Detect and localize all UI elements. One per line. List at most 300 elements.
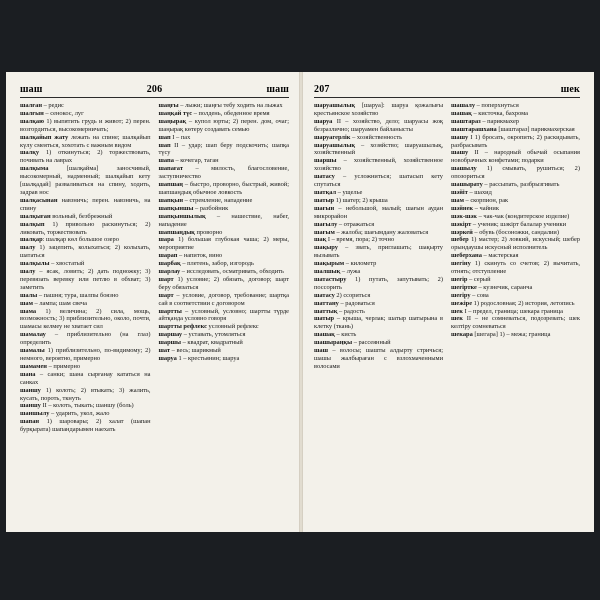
entry-definition: II – народный обычай осыпания новобрачных конфетами; подарки: [451, 149, 580, 165]
entry-headword: шалқып: [20, 220, 45, 228]
entry-definition: вольный, безбрежный: [50, 212, 113, 220]
entry-definition: – хозяйственный, хозяйственное хозяйство: [314, 157, 443, 173]
entry-headword: шақырым: [314, 260, 345, 268]
dictionary-entry: [20, 165, 151, 197]
entry-definition: – хозяйство; шаруашылық, хозяйственный: [314, 141, 443, 157]
entry-headword: шатастыру: [314, 275, 347, 283]
entry-headword: шек: [451, 307, 463, 315]
entry-definition: 1) привольно раскинуться; 2) ликовать, торжествовать: [20, 220, 151, 236]
entry-definition: – квадрат, квадратный: [181, 339, 243, 347]
dictionary-entry: [159, 347, 290, 355]
entry-headword: шәйнек: [451, 204, 474, 212]
entry-headword: шатасу: [314, 291, 335, 299]
entry-headword: шаншу: [20, 402, 41, 410]
entry-definition: – нашествие, набег, нападение: [158, 212, 289, 228]
entry-headword: шаршы: [158, 339, 182, 347]
entry-definition: – полдень, обеденное время: [192, 109, 270, 117]
entry-definition: – плетень, забор, изгородь: [180, 260, 254, 268]
dictionary-entry: [451, 284, 580, 292]
entry-definition: – скорпион, рак: [463, 196, 509, 204]
entry-headword: шатыр: [314, 196, 335, 204]
dictionary-entry: [20, 402, 151, 410]
entry-headword: шам: [451, 196, 464, 204]
dictionary-entry: [314, 300, 443, 308]
dictionary-entry: [159, 197, 290, 205]
entry-headword: шапшаң: [158, 181, 183, 189]
entry-definition: 1) путать, запутывать; 2) поссорить: [314, 275, 443, 291]
dictionary-entry: [451, 276, 580, 284]
entry-headword: шебер: [451, 236, 469, 244]
entry-headword: шашырату: [451, 181, 483, 189]
entry-definition: : шалқар көл большое озеро: [42, 236, 119, 244]
dictionary-entry: [159, 355, 290, 363]
dictionary-entry: [314, 197, 443, 205]
dictionary-entry: [159, 213, 290, 229]
entry-definition: [шаштараз] парикмахерская: [496, 125, 575, 133]
dictionary-entry: [159, 102, 290, 110]
entry-definition: 1) выпятить грудь и живот; 2) перен. возгордиться, высокомерничать;: [20, 117, 151, 133]
entry-headword: шаруа: [314, 117, 333, 125]
entry-definition: – обувь (босоножки, сандалии): [472, 228, 559, 236]
entry-headword: шақ: [314, 236, 327, 244]
entry-headword: шапқыншы: [158, 204, 194, 212]
entry-headword: шап: [158, 133, 171, 141]
dictionary-entry: [451, 165, 580, 181]
dictionary-entry: [451, 229, 580, 237]
left-column-2: [159, 102, 290, 434]
entry-definition: – небольшой, малый; шағын аудан микрорайон: [314, 204, 443, 220]
entry-headword: шаштарашхана: [451, 125, 497, 133]
dictionary-entry: [159, 276, 290, 292]
entry-definition: – рассеянный: [352, 339, 391, 347]
entry-definition: – быстро, проворно, быстрый, живой; шапшаңдық обычное ловкость: [158, 181, 289, 196]
entry-definition: – звать, приглашать; шақырту вызывать: [314, 244, 443, 260]
entry-headword: шаңқай түс: [158, 109, 193, 117]
entry-definition: – санки; шана сырғанау кататься на санках: [20, 370, 151, 386]
entry-headword: шамалы: [20, 347, 45, 355]
entry-headword: шеберхана: [451, 252, 482, 260]
entry-definition: 1) приблизительно, по-видимому; 2) немного, вероятно, примерно: [20, 347, 151, 362]
entry-headword: шаршау: [158, 331, 183, 339]
entry-headword: шапшаңдық: [158, 228, 195, 236]
dictionary-entry: [20, 260, 151, 268]
entry-definition: II – хозяйство, дело; шаруасы жоқ безразлично; шаруамен байланысты: [314, 117, 443, 133]
entry-headword: шаңырақ: [158, 117, 187, 125]
dictionary-entry: [451, 292, 580, 300]
dictionary-entry: [451, 331, 580, 339]
entry-headword: шәкірт: [451, 220, 472, 228]
dictionary-entry: [451, 221, 580, 229]
entry-definition: – кузнечик, саранча: [476, 283, 533, 291]
dictionary-entry: [20, 213, 151, 221]
entry-headword: шежіре: [451, 299, 473, 307]
dictionary-entry: [451, 181, 580, 189]
entry-definition: [шалқайма] заносчивый, высокомерный, надменный; шалқайып кету [шалқадай] разваливаться на спину, ходить, задрав нос: [20, 165, 151, 196]
entry-headword: шашу: [451, 149, 469, 157]
entry-definition: 2) ссориться: [334, 291, 371, 299]
entry-definition: – километр: [344, 260, 377, 268]
entry-headword: шашақ: [314, 331, 335, 339]
entry-definition: – рассыпать, разбрызгивать: [482, 181, 560, 189]
entry-definition: условный рефлекс: [206, 323, 259, 331]
entry-headword: шекара: [451, 331, 473, 339]
entry-headword: шашылу: [451, 165, 477, 173]
dictionary-entry: [159, 134, 290, 142]
dictionary-entry: [314, 157, 443, 173]
dictionary-entry: [20, 134, 151, 150]
entry-headword: шара: [158, 236, 174, 244]
entry-definition: – приблизительно (на глаз) определить: [20, 331, 151, 347]
dictionary-entry: [451, 205, 580, 213]
entry-headword: шалқайып жату: [20, 133, 69, 141]
entry-definition: – радоваться: [338, 299, 375, 307]
entry-definition: – шахид: [467, 188, 492, 196]
dictionary-entry: [314, 308, 443, 316]
entry-headword: шаттық: [314, 307, 338, 315]
entry-headword: шалу: [20, 268, 36, 276]
entry-definition: – условие, договор, требование; шартқа сай в соответствии с договором: [158, 291, 289, 307]
entry-definition: – хвостатый: [49, 260, 85, 268]
right-page-number: 207: [314, 84, 330, 95]
entry-headword: шалқу: [20, 149, 40, 157]
entry-definition: – милость, благословение, заступничество: [158, 165, 289, 181]
entry-headword: шана: [20, 370, 36, 378]
dictionary-entry: [20, 410, 151, 418]
entry-definition: 1) условие; 2) обязать, договор; шарт беру обязаться: [158, 275, 289, 291]
entry-headword: шашалу: [451, 102, 476, 109]
dictionary-entry: [159, 236, 290, 252]
entry-definition: – редис: [42, 102, 64, 109]
right-page-columns: [314, 102, 580, 371]
dictionary-entry: [20, 268, 151, 292]
dictionary-entry: [314, 205, 443, 221]
dictionary-entry: [451, 126, 580, 134]
entry-headword: шартты: [158, 307, 182, 315]
dictionary-entry: [451, 260, 580, 276]
left-column-1: [20, 102, 151, 434]
entry-definition: – лыжи; шаңғы тебу ходить на лыжах: [178, 102, 283, 109]
entry-definition: – волосы; шашты алдырту стричься; шашы жалбыраған с взлохмаченными волосами: [314, 347, 443, 370]
entry-definition: I – пах: [170, 133, 191, 141]
dictionary-entry: [159, 308, 290, 324]
entry-definition: 1 – крестьянин; шаруа: [176, 355, 240, 362]
entry-headword: шарт: [158, 275, 174, 283]
dictionary-entry: [20, 292, 151, 300]
entry-definition: 1) смывать, рушиться; 2) опозориться: [451, 165, 580, 181]
dictionary-entry: [314, 189, 443, 197]
entry-headword: шаншу: [20, 386, 41, 394]
entry-headword: шаруа: [158, 355, 177, 362]
entry-definition: – парикмахер: [480, 117, 519, 125]
entry-headword: шам: [20, 299, 33, 307]
entry-headword: шалшық: [314, 268, 341, 276]
entry-definition: 1) шаровары; 2) халат (шапан бурқырата) шапандарымен наехать: [20, 418, 151, 434]
dictionary-entry: [451, 189, 580, 197]
entry-definition: I – время, пора; 2) точно: [326, 236, 395, 244]
dictionary-entry: [159, 292, 290, 308]
dictionary-entry: [314, 260, 443, 268]
dictionary-entry: [314, 221, 443, 229]
dictionary-entry: [451, 149, 580, 165]
right-header-word: шек: [560, 84, 580, 95]
entry-definition: – условный, условно; шартты түрде айтқанда условно говоря: [158, 307, 289, 323]
dictionary-entry: [314, 244, 443, 260]
dictionary-entry: [20, 236, 151, 244]
entry-headword: шапа: [158, 157, 174, 165]
entry-definition: 1) мастер; 2) ловкий, искусный; шебер орындаушы искусный исполнитель: [451, 236, 580, 252]
dictionary-entry: [451, 110, 580, 118]
entry-headword: шартты рефлекс: [158, 323, 207, 331]
entry-headword: шапағат: [158, 165, 183, 173]
entry-definition: – кисть: [334, 331, 357, 339]
dictionary-entry: [314, 102, 443, 118]
entry-definition: – купол юрты; 2) перен. дом, очаг; шаңырақ көтеру создавать семью: [158, 117, 289, 133]
dictionary-entry: [314, 118, 443, 134]
entry-definition: II – колоть, тыкать; шаншу (боль): [40, 402, 134, 410]
entry-headword: шалы: [20, 291, 38, 299]
entry-headword: шеғір: [451, 275, 468, 283]
entry-headword: шалған: [20, 102, 43, 109]
book-spine: [299, 72, 303, 532]
entry-definition: – напиток, вино: [177, 252, 223, 260]
dictionary-entry: [20, 300, 151, 308]
entry-headword: шеғіртке: [451, 283, 477, 291]
entry-definition: 1) шатер; 2) крыша: [334, 196, 388, 204]
dictionary-entry: [20, 387, 151, 403]
dictionary-entry: [20, 371, 151, 387]
entry-headword: шалу: [20, 244, 36, 252]
entry-definition: – ученик; шәкірт балалар ученики: [471, 220, 567, 228]
dictionary-entry: [159, 181, 290, 197]
dictionary-entry: [451, 197, 580, 205]
entry-definition: – уставать, утомляться: [182, 331, 246, 339]
dictionary-entry: [159, 339, 290, 347]
dictionary-entry: [314, 173, 443, 189]
right-column-2: [451, 102, 580, 371]
dictionary-entry: [159, 142, 290, 158]
entry-headword: шалқар: [20, 236, 43, 244]
entry-headword: шамалау: [20, 331, 46, 339]
entry-headword: шап: [158, 141, 171, 149]
dictionary-entry: [159, 157, 290, 165]
dictionary-entry: [159, 331, 290, 339]
entry-headword: шағылу: [314, 220, 338, 228]
entry-definition: – кисточка, бахрома: [471, 109, 529, 117]
entry-headword: шақыру: [314, 244, 338, 252]
left-page: [6, 72, 300, 532]
dictionary-entry: [159, 205, 290, 213]
left-header-word: шаш: [20, 84, 43, 95]
entry-definition: – ущелье: [336, 188, 363, 196]
dictionary-entry: [20, 363, 151, 371]
dictionary-entry: [451, 118, 580, 126]
entry-headword: шағын: [314, 204, 335, 212]
entry-headword: шашу: [451, 133, 469, 141]
entry-definition: проворно: [194, 228, 223, 236]
right-page-header: [314, 84, 580, 98]
entry-headword: шапқын: [158, 196, 184, 204]
entry-headword: шегіну: [451, 260, 471, 268]
entry-definition: – ясак, ловить; 2) дать подножку; 3) перевязать веревку или петлю в обхват; 3) заметить: [20, 268, 151, 291]
dictionary-entry: [314, 268, 443, 276]
entry-headword: шаңғы: [158, 102, 179, 109]
dictionary-entry: [159, 260, 290, 268]
entry-definition: – лужа: [340, 268, 361, 276]
entry-definition: – исследовать, осматривать, обходить: [180, 268, 284, 276]
dictionary-entry: [20, 221, 151, 237]
dictionary-entry: [20, 118, 151, 134]
entry-definition: – хозяйственность: [350, 133, 403, 141]
entry-definition: [шегара] 1) – межа; граница: [472, 331, 551, 339]
entry-definition: – усложниться; шатасып кету спутаться: [314, 173, 443, 189]
entry-headword: шалқыған: [20, 212, 51, 220]
entry-headword: шаштараз: [451, 117, 481, 125]
entry-definition: – чак-чак (кондитерское изделие): [476, 212, 570, 220]
dictionary-entry: [159, 252, 290, 260]
right-column-1: [314, 102, 443, 371]
dictionary-entry: [314, 315, 443, 331]
entry-headword: шамамен: [20, 362, 47, 370]
entry-definition: – ударить, укол, жало: [49, 410, 110, 418]
entry-definition: – мастерская: [481, 252, 519, 260]
entry-definition: [шаруа]: шаруа қожалығы крестьянское хозяйство: [314, 102, 443, 117]
dictionary-entry: [159, 165, 290, 181]
entry-definition: – чайник: [473, 204, 499, 212]
entry-headword: шашыраңқы: [314, 339, 353, 347]
entry-headword: шеғіру: [451, 291, 471, 299]
dictionary-entry: [451, 236, 580, 252]
entry-definition: 1) величина; 2) сила, мощь, возможность; 3) приблизительно, около, почти, шамасы келмеу не хватает сил: [20, 307, 151, 331]
dictionary-entry: [159, 110, 290, 118]
entry-headword: шатасу: [314, 173, 335, 181]
dictionary-entry: [20, 347, 151, 363]
entry-definition: 1) откинуться; 2) торжествовать, почивать на лаврах: [20, 149, 151, 165]
entry-definition: – сова: [470, 291, 489, 299]
entry-headword: шағым: [314, 228, 335, 236]
dictionary-entry: [20, 197, 151, 213]
entry-headword: шек: [451, 315, 463, 323]
entry-definition: – весь; шарикмый: [170, 347, 221, 355]
dictionary-entry: [159, 323, 290, 331]
entry-headword: шатыр: [314, 315, 335, 323]
entry-definition: 1) колоть; 2) втыкать; 3) жалить, кусать, пороть, ткнуть: [20, 386, 151, 402]
dictionary-entry: [314, 339, 443, 347]
left-header-word-right: шаш: [266, 84, 289, 95]
entry-definition: – серый: [467, 275, 491, 283]
entry-definition: – примерно: [46, 362, 81, 370]
entry-definition: 1) родословная; 2) история, летопись: [472, 299, 575, 307]
dictionary-entry: [314, 236, 443, 244]
entry-headword: шаншылу: [20, 410, 50, 418]
dictionary-entry: [20, 149, 151, 165]
dictionary-entry: [159, 118, 290, 134]
entry-headword: шалқаю: [20, 117, 44, 125]
dictionary-entry: [20, 331, 151, 347]
entry-definition: – пашня; тура, шалпы боязно: [37, 291, 119, 299]
entry-headword: шаттану: [314, 299, 339, 307]
entry-headword: шаш: [314, 347, 328, 355]
entry-definition: – стремление, нападение: [183, 196, 253, 204]
dictionary-entry: [20, 308, 151, 332]
entry-definition: навзничь; перен. навзничь, на спину: [20, 196, 151, 212]
entry-definition: I – предел, граница; шекара граница: [462, 307, 563, 315]
entry-headword: шәркей: [451, 228, 473, 236]
entry-headword: шалқыма: [20, 165, 49, 173]
dictionary-entry: [314, 292, 443, 300]
entry-headword: шәйіт: [451, 188, 468, 196]
entry-headword: шашақ: [451, 109, 472, 117]
entry-headword: шатқал: [314, 188, 337, 196]
entry-headword: шаруашылық: [314, 102, 356, 109]
entry-definition: – сенокос, луг: [43, 109, 84, 117]
dictionary-entry: [314, 229, 443, 237]
entry-definition: – разбойник: [193, 204, 229, 212]
dictionary-entry: [159, 268, 290, 276]
entry-headword: шалқылы: [20, 260, 50, 268]
entry-headword: шалғын: [20, 109, 44, 117]
dictionary-entry: [20, 102, 151, 110]
entry-definition: – лампа; шам свеча: [32, 299, 87, 307]
entry-definition: – радость: [337, 307, 365, 315]
dictionary-entry: [20, 110, 151, 118]
entry-headword: шәк-шәк: [451, 212, 477, 220]
entry-headword: шаршы: [314, 157, 337, 165]
entry-definition: 1) большая глубокая чаша; 2) меры, мероприятие: [158, 236, 289, 252]
dictionary-entry: [451, 252, 580, 260]
entry-headword: шарт: [158, 291, 174, 299]
book-spread: [6, 72, 594, 532]
entry-headword: шаруагерлік: [314, 133, 351, 141]
dictionary-entry: [314, 134, 443, 142]
entry-headword: шарбақ: [158, 260, 181, 268]
dictionary-entry: [314, 142, 443, 158]
dictionary-entry: [451, 102, 580, 110]
left-page-columns: [20, 102, 289, 434]
dictionary-entry: [314, 347, 443, 371]
dictionary-entry: [20, 244, 151, 260]
entry-headword: шарлау: [158, 268, 181, 276]
entry-headword: шаруашылық: [314, 141, 356, 149]
entry-headword: шарап: [158, 252, 178, 260]
entry-headword: шалқасынан: [20, 196, 58, 204]
dictionary-entry: [451, 300, 580, 308]
entry-definition: 1) зацепить, колыхаться; 2) колыхать, шататься: [20, 244, 151, 260]
entry-definition: – кочегар, таган: [173, 157, 219, 165]
entry-headword: шат: [158, 347, 171, 355]
entry-headword: шапқыншылық: [158, 212, 206, 220]
dictionary-entry: [451, 213, 580, 221]
dictionary-entry: [314, 331, 443, 339]
entry-headword: шама: [20, 307, 37, 315]
left-page-header: [20, 84, 289, 98]
dictionary-entry: [314, 276, 443, 292]
dictionary-entry: [451, 315, 580, 331]
entry-definition: – отражаться: [337, 220, 375, 228]
entry-definition: – крыша, черлак; шатыр шатырына в клетку (ткань): [314, 315, 443, 331]
dictionary-entry: [159, 229, 290, 237]
entry-headword: шапан: [20, 418, 40, 426]
entry-definition: II – удар; шап беру подскочить; шапқа түсу: [158, 141, 289, 157]
dictionary-entry: [451, 134, 580, 150]
right-page: [300, 72, 594, 532]
entry-definition: I 1) бросать, окропить; 2) раскидывать, разбрасывать: [451, 133, 580, 149]
left-page-number: 206: [146, 84, 163, 95]
entry-definition: II – не сомневаться, подозревать; шек келтіру сомневаться: [451, 315, 580, 331]
dictionary-entry: [451, 308, 580, 316]
entry-definition: – поперхнуться: [475, 102, 519, 109]
entry-definition: лежать на спине; шалқайып күлу смеяться, хохотать с важным видом: [20, 133, 151, 149]
entry-definition: – жалоба; шағымдану жаловаться: [334, 228, 429, 236]
